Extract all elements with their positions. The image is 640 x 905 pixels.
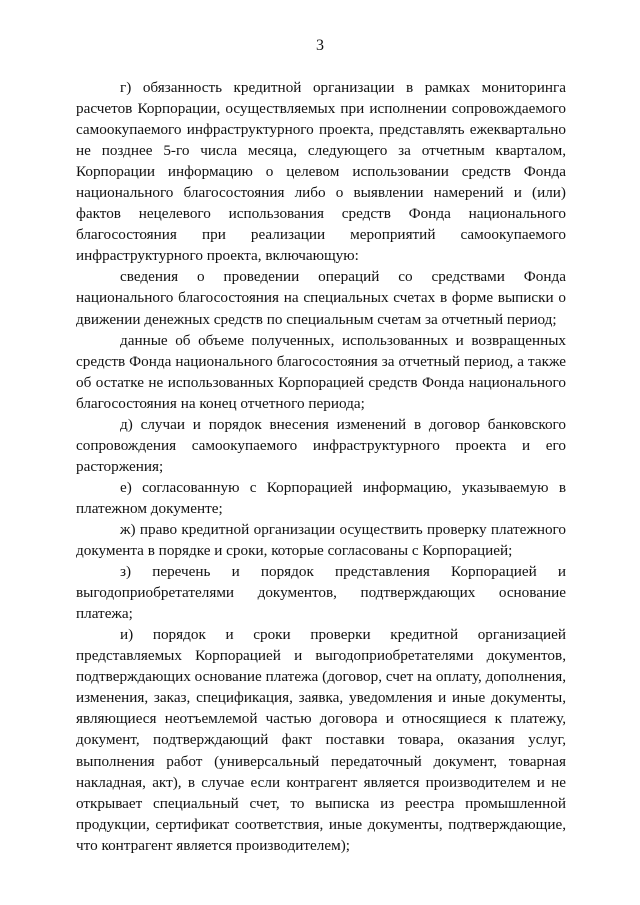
paragraph-funds-volume: данные об объеме полученных, использованных и возвращенных средств Фонда национального благосостояния за отчетный период, а также об остатке не использованных Корпорацией средств Фонда национального благосостояния на конец отчетного периода; [76, 331, 566, 412]
document-body [76, 77, 566, 856]
paragraph-e-payment-info: е) согласованную с Корпорацией информацию, указываемую в платежном документе; [76, 478, 566, 517]
paragraph-d-amendments: д) случаи и порядок внесения изменений в договор банковского сопровождения самоокупаемого инфраструктурного проекта и его расторжения; [76, 415, 566, 475]
paragraph-operations-info: сведения о проведении операций со средствами Фонда национального благосостояния на специальных счетах в форме выписки о движении денежных средств по специальным счетам за отчетный период; [76, 268, 566, 328]
page-number: 3 [316, 37, 324, 54]
paragraph-z-documents-list: з) перечень и порядок представления Корпорацией и выгодоприобретателями документов, подтверждающих основание платежа; [76, 563, 566, 623]
paragraph-zh-verification-right: ж) право кредитной организации осуществить проверку платежного документа в порядке и сроки, которые согласованы с Корпорацией; [76, 520, 566, 560]
paragraph-i-verification-procedure: и) порядок и сроки проверки кредитной организацией представляемых Корпорацией и выгодоприобретателями документов, подтверждающих основание платежа (договор, счет на оплату, дополнения, изменения, заказ, спецификация, заявка, уведомления и иные документы, являющиеся неотъемлемой частью договора и относящиеся к платежу, документ, подтверждающий факт поставки товара, оказания услуг, выполнения работ (универсальный передаточный документ, товарная накладная, акт), в случае если контрагент является производителем и не открывает специальный счет, то выписка из реестра промышленной продукции, сертификат соответствия, иные документы, подтверждающие, что контрагент является производителем); [76, 626, 566, 854]
paragraph-g-obligation: г) обязанность кредитной организации в рамках мониторинга расчетов Корпорации, осуществляемых при исполнении сопровождаемого самоокупаемого инфраструктурного проекта, представлять ежеквартально не позднее 5-го числа месяца, следующего за отчетным кварталом, Корпорации информацию о целевом использовании средств Фонда национального благосостояния либо о выявлении намерений и (или) фактов нецелевого использования средств Фонда национального благосостояния при реализации мероприятий самоокупаемого инфраструктурного проекта, включающую: [76, 79, 566, 265]
